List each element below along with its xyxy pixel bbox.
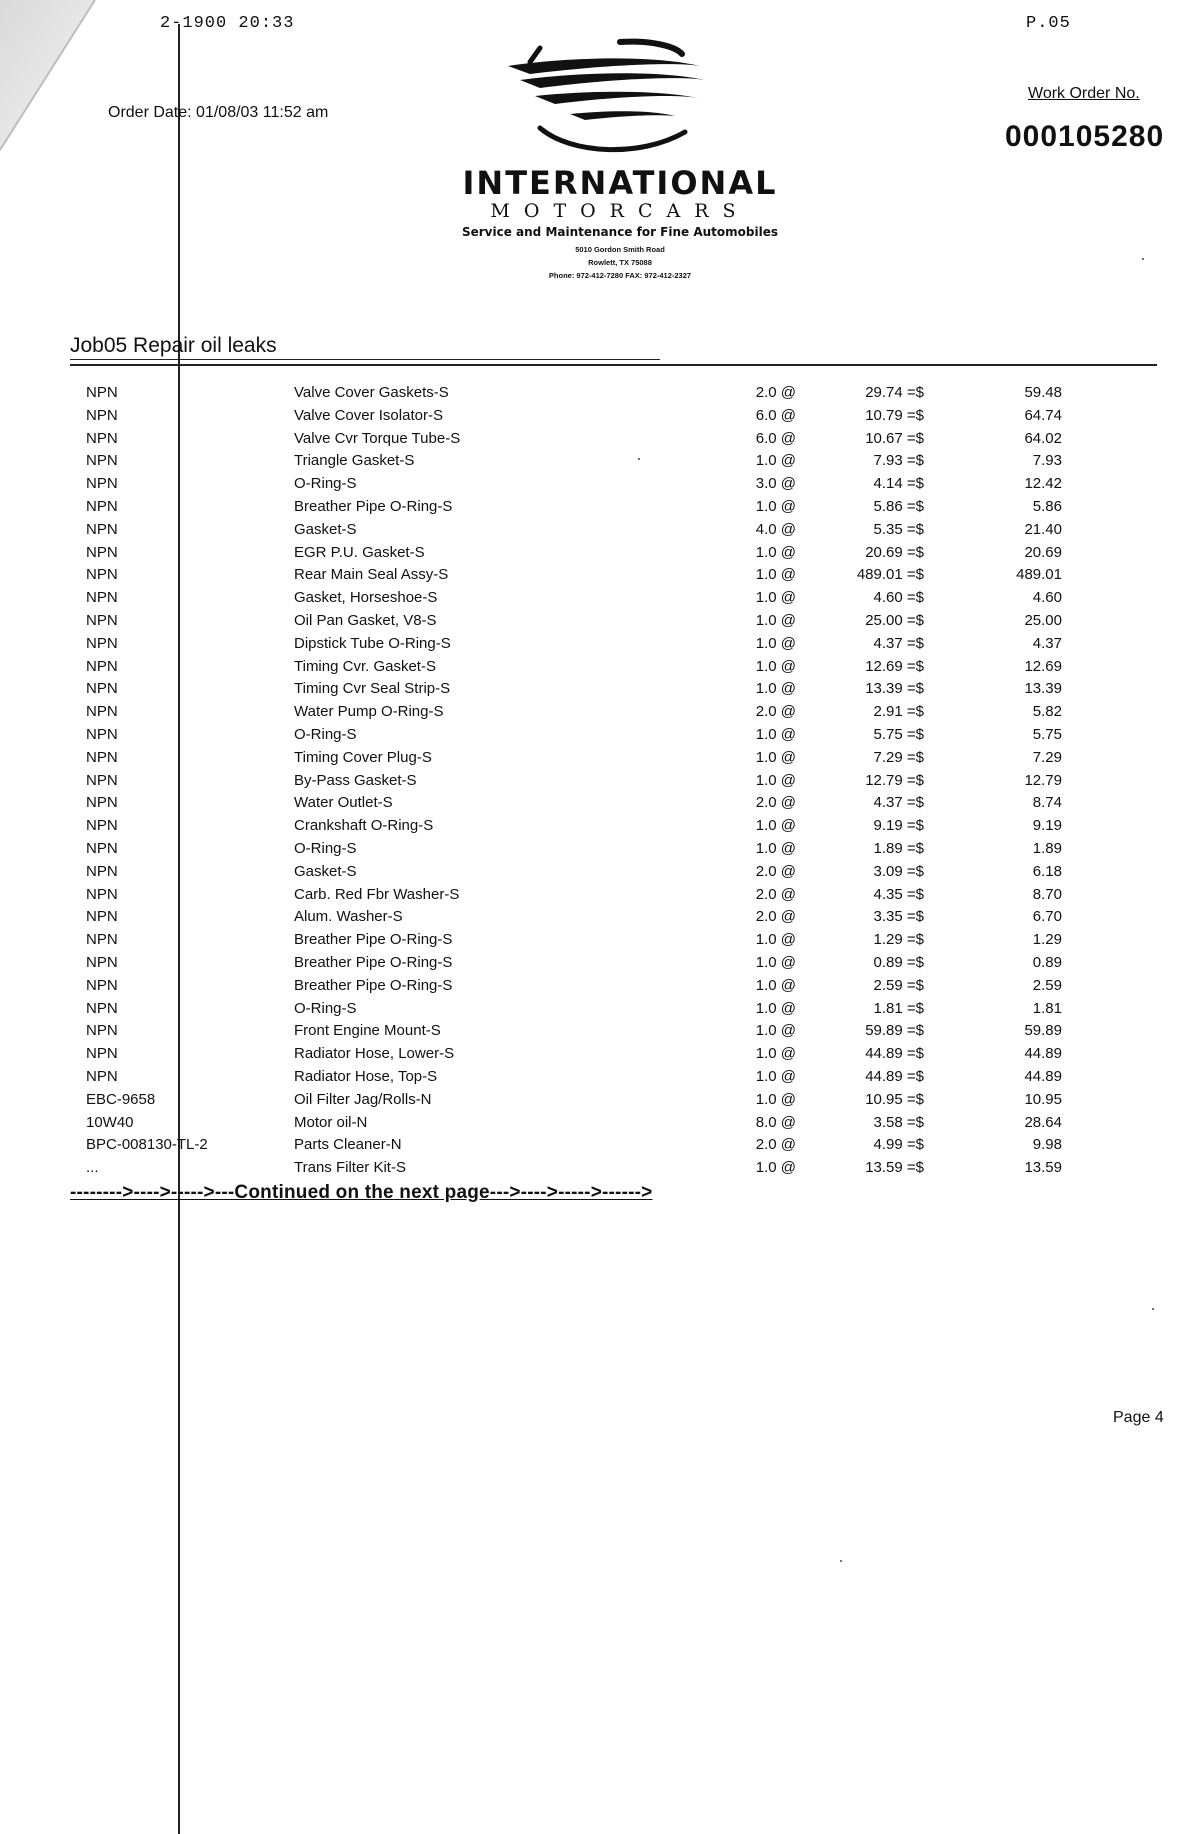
part-line-total: 12.42 [1024, 475, 1062, 493]
table-row [0, 564, 1200, 587]
part-description: Breather Pipe O-Ring-S [294, 953, 453, 971]
part-description: Water Outlet-S [294, 794, 393, 812]
part-unit-price: 13.39 =$ [865, 680, 924, 698]
part-code: NPN [86, 475, 118, 493]
part-quantity: 2.0 @ [755, 885, 796, 903]
part-quantity: 4.0 @ [755, 520, 796, 538]
part-description: Timing Cvr Seal Strip-S [294, 680, 451, 698]
continued-notice: -------->---->----->---Continued on the next page--->---->----->------> [70, 1182, 653, 1203]
part-description: Breather Pipe O-Ring-S [294, 497, 453, 515]
part-unit-price: 5.35 =$ [873, 520, 924, 538]
table-row [0, 656, 1200, 679]
part-line-total: 5.82 [1032, 703, 1062, 721]
part-code: NPN [86, 771, 118, 789]
part-code: NPN [86, 725, 118, 743]
part-unit-price: 1.81 =$ [873, 999, 924, 1017]
table-row [0, 975, 1200, 998]
part-quantity: 1.0 @ [755, 931, 796, 949]
part-unit-price: 59.89 =$ [865, 1022, 924, 1040]
company-subname: MOTORCARS [490, 200, 750, 222]
part-description: Dipstick Tube O-Ring-S [294, 634, 451, 652]
part-quantity: 2.0 @ [755, 862, 796, 880]
part-quantity: 1.0 @ [755, 748, 796, 766]
part-code: NPN [86, 931, 118, 949]
part-code: NPN [86, 406, 118, 424]
part-line-total: 9.98 [1032, 1136, 1062, 1154]
table-row [0, 998, 1200, 1021]
part-description: O-Ring-S [294, 725, 357, 743]
part-line-total: 13.59 [1024, 1159, 1062, 1177]
part-quantity: 1.0 @ [755, 680, 796, 698]
part-code: NPN [86, 862, 118, 880]
table-row [0, 496, 1200, 519]
part-code: NPN [86, 817, 118, 835]
part-unit-price: 7.93 =$ [873, 452, 924, 470]
part-quantity: 1.0 @ [755, 771, 796, 789]
part-code: NPN [86, 794, 118, 812]
part-unit-price: 5.86 =$ [873, 497, 924, 515]
part-line-total: 4.37 [1032, 634, 1062, 652]
part-quantity: 1.0 @ [755, 953, 796, 971]
part-unit-price: 1.29 =$ [873, 931, 924, 949]
part-code: NPN [86, 429, 118, 447]
table-row [0, 792, 1200, 815]
part-code: NPN [86, 543, 118, 561]
part-unit-price: 4.37 =$ [873, 794, 924, 812]
order-date-value: 01/08/03 11:52 am [196, 104, 329, 121]
part-code: NPN [86, 1045, 118, 1063]
part-line-total: 0.89 [1032, 953, 1062, 971]
part-unit-price: 4.60 =$ [873, 589, 924, 607]
part-description: Trans Filter Kit-S [294, 1159, 406, 1177]
part-line-total: 20.69 [1024, 543, 1062, 561]
part-description: O-Ring-S [294, 999, 357, 1017]
part-quantity: 1.0 @ [755, 817, 796, 835]
part-description: Oil Filter Jag/Rolls-N [294, 1090, 432, 1108]
part-code: NPN [86, 589, 118, 607]
part-quantity: 2.0 @ [755, 384, 796, 401]
part-code: NPN [86, 976, 118, 994]
part-code: NPN [86, 999, 118, 1017]
part-line-total: 4.60 [1032, 589, 1062, 607]
part-description: Radiator Hose, Top-S [294, 1067, 438, 1085]
table-row [0, 861, 1200, 884]
part-unit-price: 3.58 =$ [873, 1113, 924, 1131]
part-unit-price: 44.89 =$ [865, 1067, 924, 1085]
part-unit-price: 3.09 =$ [873, 862, 924, 880]
part-description: Oil Pan Gasket, V8-S [294, 611, 437, 629]
folded-corner-artifact [0, 0, 160, 160]
part-unit-price: 4.35 =$ [873, 885, 924, 903]
part-quantity: 1.0 @ [755, 1159, 796, 1177]
table-row [0, 724, 1200, 747]
part-quantity: 1.0 @ [755, 976, 796, 994]
part-description: Gasket-S [294, 862, 357, 880]
part-code: NPN [86, 885, 118, 903]
part-code: NPN [86, 497, 118, 515]
company-phone-fax: Phone: 972-412-7280 FAX: 972-412-2327 [548, 271, 692, 280]
part-quantity: 1.0 @ [755, 452, 796, 470]
part-code: NPN [86, 703, 118, 721]
part-description: Front Engine Mount-S [294, 1022, 441, 1040]
order-date-label: Order Date: [108, 104, 192, 121]
table-row [0, 473, 1200, 496]
part-unit-price: 2.91 =$ [873, 703, 924, 721]
part-code: NPN [86, 908, 118, 926]
part-quantity: 1.0 @ [755, 839, 796, 857]
part-line-total: 5.86 [1032, 497, 1062, 515]
part-unit-price: 12.69 =$ [865, 657, 924, 675]
part-line-total: 6.70 [1032, 908, 1062, 926]
fax-timestamp: 2-1900 20:33 [160, 14, 295, 33]
work-order-number: 000105280 [1005, 120, 1165, 153]
part-quantity: 1.0 @ [755, 725, 796, 743]
part-code: NPN [86, 452, 118, 470]
part-quantity: 2.0 @ [755, 703, 796, 721]
job-title-underline [70, 359, 660, 360]
part-description: Motor oil-N [294, 1113, 368, 1131]
table-row [0, 450, 1200, 473]
table-row [0, 884, 1200, 907]
part-line-total: 6.18 [1032, 862, 1062, 880]
table-row [0, 382, 1200, 405]
part-unit-price: 20.69 =$ [865, 543, 924, 561]
part-code: NPN [86, 1022, 118, 1040]
part-description: Triangle Gasket-S [294, 452, 415, 470]
part-line-total: 7.93 [1032, 452, 1062, 470]
table-row [0, 678, 1200, 701]
part-code: NPN [86, 1067, 118, 1085]
table-row [0, 1043, 1200, 1066]
part-unit-price: 25.00 =$ [865, 611, 924, 629]
parts-table [0, 382, 1200, 1180]
part-description: Breather Pipe O-Ring-S [294, 931, 453, 949]
part-description: O-Ring-S [294, 475, 357, 493]
table-row [0, 906, 1200, 929]
part-description: O-Ring-S [294, 839, 357, 857]
part-line-total: 1.81 [1032, 999, 1062, 1017]
part-quantity: 1.0 @ [755, 634, 796, 652]
part-unit-price: 4.99 =$ [873, 1136, 924, 1154]
part-line-total: 5.75 [1032, 725, 1062, 743]
part-unit-price: 44.89 =$ [865, 1045, 924, 1063]
company-address-city: Rowlett, TX 75088 [588, 258, 652, 267]
table-row [0, 952, 1200, 975]
scan-speck [638, 458, 640, 460]
part-unit-price: 5.75 =$ [873, 725, 924, 743]
part-unit-price: 9.19 =$ [873, 817, 924, 835]
table-row [0, 610, 1200, 633]
company-name: INTERNATIONAL [462, 164, 778, 202]
part-line-total: 12.69 [1024, 657, 1062, 675]
part-line-total: 7.29 [1032, 748, 1062, 766]
table-row [0, 633, 1200, 656]
part-quantity: 1.0 @ [755, 1022, 796, 1040]
part-line-total: 10.95 [1024, 1090, 1062, 1108]
part-unit-price: 2.59 =$ [873, 976, 924, 994]
part-line-total: 28.64 [1024, 1113, 1062, 1131]
part-description: Rear Main Seal Assy-S [294, 566, 449, 584]
part-quantity: 1.0 @ [755, 611, 796, 629]
part-quantity: 1.0 @ [755, 497, 796, 515]
fax-page-number: P.05 [1026, 14, 1071, 33]
scan-speck [1152, 1308, 1154, 1310]
part-line-total: 2.59 [1032, 976, 1062, 994]
part-description: Parts Cleaner-N [294, 1136, 402, 1154]
part-line-total: 12.79 [1024, 771, 1062, 789]
part-line-total: 1.29 [1032, 931, 1062, 949]
part-quantity: 2.0 @ [755, 1136, 796, 1154]
part-quantity: 1.0 @ [755, 1090, 796, 1108]
part-code: NPN [86, 634, 118, 652]
table-row [0, 1134, 1200, 1157]
part-code: ... [86, 1159, 99, 1177]
part-quantity: 1.0 @ [755, 1045, 796, 1063]
part-line-total: 13.39 [1024, 680, 1062, 698]
part-description: Gasket-S [294, 520, 357, 538]
part-unit-price: 4.14 =$ [873, 475, 924, 493]
part-unit-price: 489.01 =$ [856, 566, 924, 584]
table-row [0, 929, 1200, 952]
part-description: Timing Cover Plug-S [294, 748, 432, 766]
part-quantity: 6.0 @ [755, 429, 796, 447]
part-code: NPN [86, 384, 118, 401]
part-quantity: 1.0 @ [755, 657, 796, 675]
part-description: Valve Cvr Torque Tube-S [294, 429, 461, 447]
part-code: NPN [86, 680, 118, 698]
scan-speck [1142, 258, 1144, 260]
part-unit-price: 10.95 =$ [865, 1090, 924, 1108]
part-code: NPN [86, 657, 118, 675]
part-line-total: 44.89 [1024, 1045, 1062, 1063]
part-quantity: 8.0 @ [755, 1113, 796, 1131]
part-quantity: 1.0 @ [755, 589, 796, 607]
part-code: NPN [86, 748, 118, 766]
part-unit-price: 3.35 =$ [873, 908, 924, 926]
part-line-total: 59.48 [1024, 384, 1062, 401]
table-row [0, 770, 1200, 793]
part-unit-price: 0.89 =$ [873, 953, 924, 971]
part-line-total: 25.00 [1024, 611, 1062, 629]
company-logo-icon [500, 36, 720, 164]
part-line-total: 8.70 [1032, 885, 1062, 903]
part-line-total: 64.02 [1024, 429, 1062, 447]
part-line-total: 21.40 [1024, 520, 1062, 538]
part-code: NPN [86, 839, 118, 857]
table-row [0, 1066, 1200, 1089]
part-description: Valve Cover Gaskets-S [294, 384, 449, 401]
company-address-street: 5010 Gordon Smith Road [575, 245, 665, 254]
part-code: NPN [86, 953, 118, 971]
part-line-total: 8.74 [1032, 794, 1062, 812]
table-row [0, 1157, 1200, 1180]
part-line-total: 59.89 [1024, 1022, 1062, 1040]
part-code: NPN [86, 611, 118, 629]
table-top-rule [70, 364, 1157, 366]
part-unit-price: 29.74 =$ [865, 384, 924, 401]
part-description: Alum. Washer-S [294, 908, 403, 926]
table-row [0, 587, 1200, 610]
table-row [0, 542, 1200, 565]
part-line-total: 489.01 [1016, 566, 1062, 584]
part-code: NPN [86, 520, 118, 538]
part-unit-price: 10.79 =$ [865, 406, 924, 424]
part-code: EBC-9658 [86, 1090, 156, 1108]
part-description: Timing Cvr. Gasket-S [294, 657, 436, 675]
part-description: Radiator Hose, Lower-S [294, 1045, 455, 1063]
part-line-total: 1.89 [1032, 839, 1062, 857]
part-code: NPN [86, 566, 118, 584]
table-row [0, 747, 1200, 770]
part-quantity: 1.0 @ [755, 543, 796, 561]
table-row [0, 405, 1200, 428]
part-code: BPC-008130-TL-2 [86, 1136, 208, 1154]
part-description: Water Pump O-Ring-S [294, 703, 444, 721]
table-row [0, 519, 1200, 542]
part-code: 10W40 [86, 1113, 134, 1131]
table-row [0, 701, 1200, 724]
part-unit-price: 13.59 =$ [865, 1159, 924, 1177]
scan-speck [840, 1560, 842, 1562]
part-line-total: 9.19 [1032, 817, 1062, 835]
part-unit-price: 12.79 =$ [865, 771, 924, 789]
part-unit-price: 4.37 =$ [873, 634, 924, 652]
part-quantity: 3.0 @ [755, 475, 796, 493]
part-quantity: 2.0 @ [755, 794, 796, 812]
part-description: By-Pass Gasket-S [294, 771, 417, 789]
work-order-label: Work Order No. [1028, 85, 1140, 102]
part-unit-price: 7.29 =$ [873, 748, 924, 766]
table-row [0, 1112, 1200, 1135]
company-tagline: Service and Maintenance for Fine Automobiles [461, 225, 779, 239]
part-description: Breather Pipe O-Ring-S [294, 976, 453, 994]
part-quantity: 1.0 @ [755, 999, 796, 1017]
page-number: Page 4 [1113, 1409, 1164, 1426]
table-row [0, 815, 1200, 838]
part-unit-price: 10.67 =$ [865, 429, 924, 447]
table-row [0, 1089, 1200, 1112]
part-quantity: 1.0 @ [755, 566, 796, 584]
table-row [0, 1020, 1200, 1043]
part-line-total: 44.89 [1024, 1067, 1062, 1085]
part-description: Gasket, Horseshoe-S [294, 589, 438, 607]
part-description: EGR P.U. Gasket-S [294, 543, 425, 561]
part-quantity: 6.0 @ [755, 406, 796, 424]
part-line-total: 64.74 [1024, 406, 1062, 424]
part-quantity: 1.0 @ [755, 1067, 796, 1085]
table-row [0, 838, 1200, 861]
part-description: Valve Cover Isolator-S [294, 406, 443, 424]
part-description: Crankshaft O-Ring-S [294, 817, 434, 835]
part-quantity: 2.0 @ [755, 908, 796, 926]
part-unit-price: 1.89 =$ [873, 839, 924, 857]
table-row [0, 428, 1200, 451]
order-date [108, 104, 328, 122]
job-title: Job05 Repair oil leaks [70, 334, 277, 357]
part-description: Carb. Red Fbr Washer-S [294, 885, 460, 903]
